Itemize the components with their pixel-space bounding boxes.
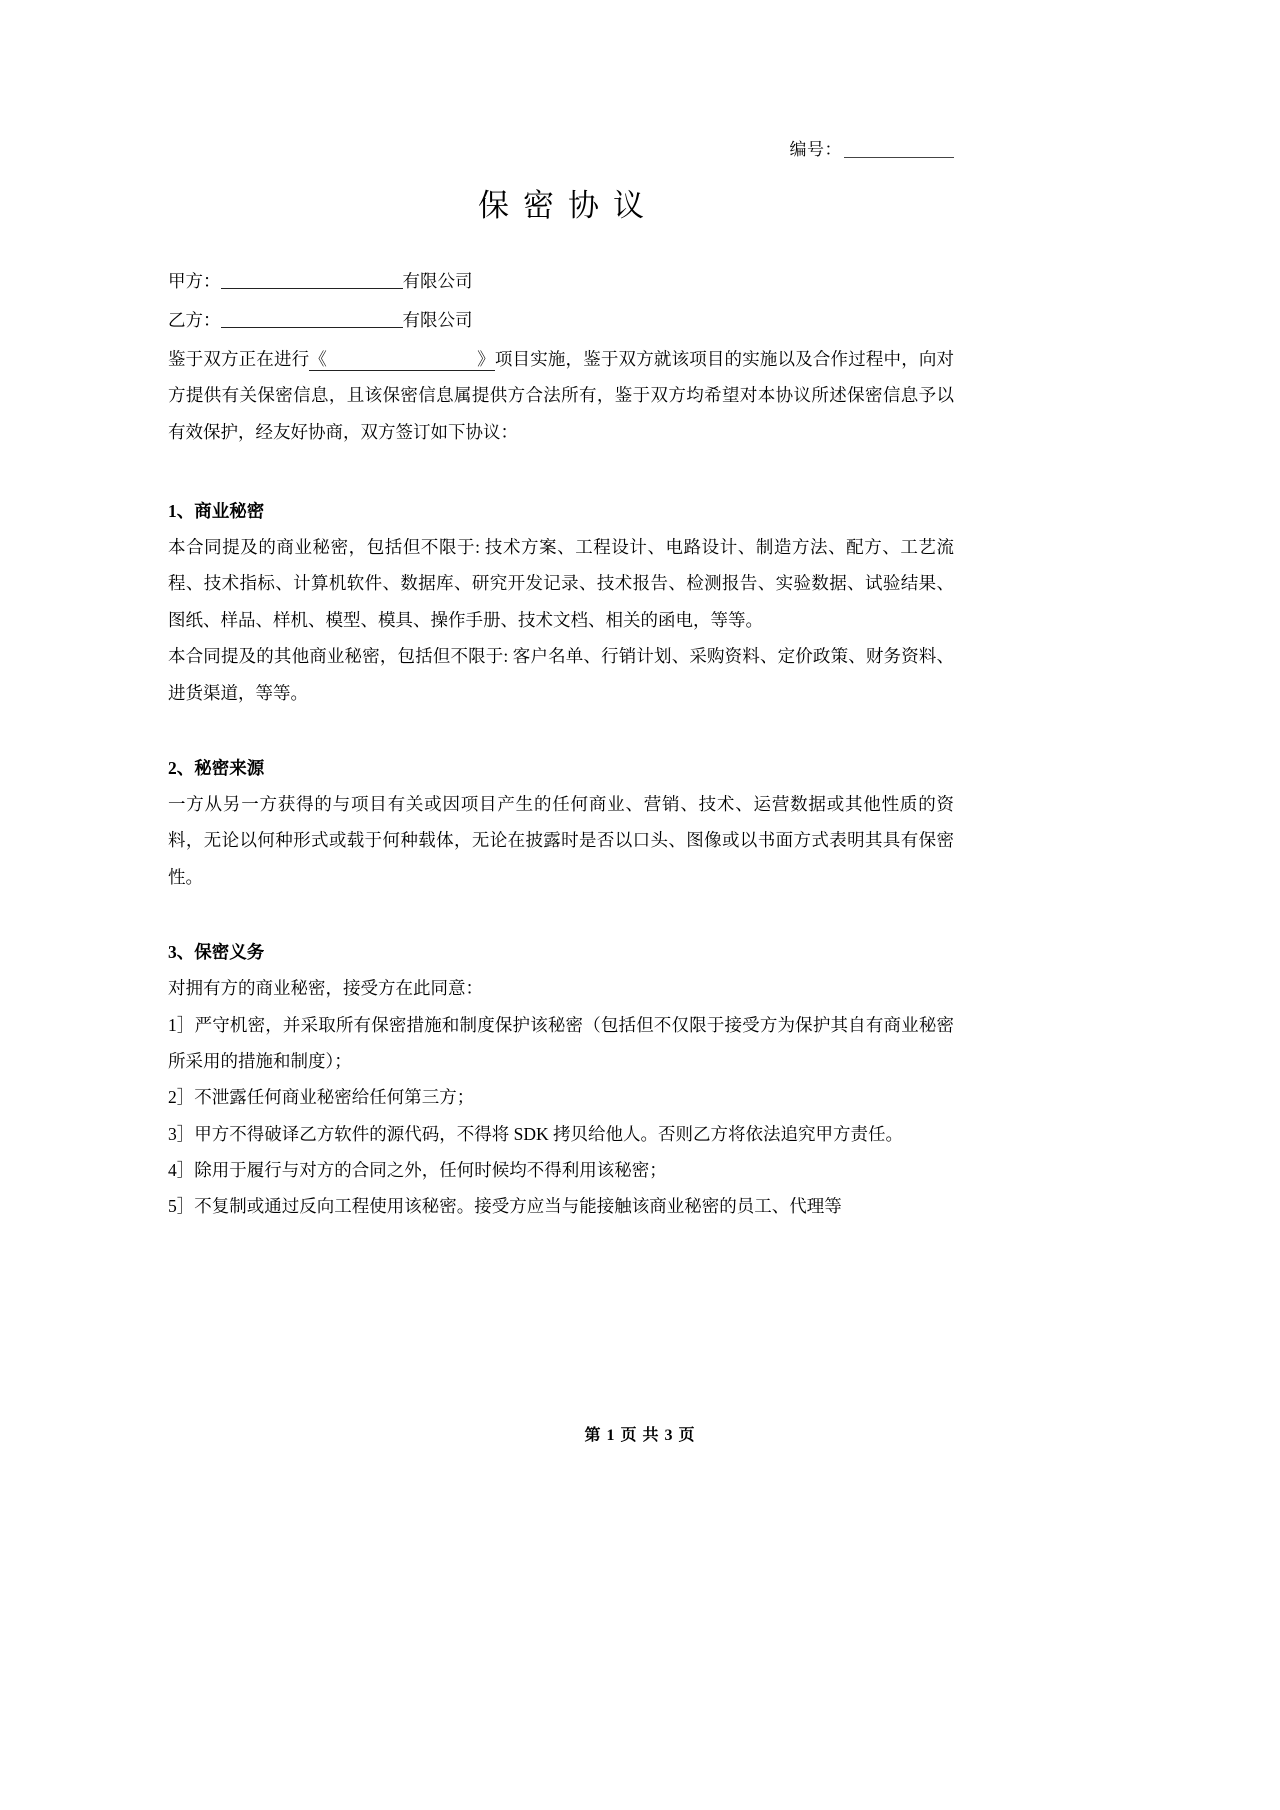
party-a-suffix: 有限公司: [402, 271, 473, 292]
page-title: 保密协议: [478, 187, 658, 223]
project-close-bracket: 》: [477, 348, 495, 369]
section-2-paragraph-1: 一方从另一方获得的与项目有关或因项目产生的任何商业、营销、技术、运营数据或其他性质的资料，无论以何种形式或载于何种载体，无论在披露时是否以口头、图像或以书面方式表明其具有保密性。: [168, 793, 954, 887]
party-a-label: 甲方：: [168, 271, 221, 292]
preamble-paragraph: [168, 341, 954, 450]
section-1-heading: 1、商业秘密: [168, 501, 265, 522]
party-b-label: 乙方：: [168, 310, 221, 331]
list-item: 2］不泄露任何商业秘密给任何第三方；: [168, 1087, 475, 1108]
project-open-bracket: 《: [309, 348, 328, 369]
doc-number-blank[interactable]: [844, 157, 954, 158]
doc-number-row: [168, 138, 954, 162]
party-a-input[interactable]: [221, 288, 403, 289]
party-b-input[interactable]: [221, 327, 403, 328]
section-3-paragraph-1: 对拥有方的商业秘密，接受方在此同意：: [168, 978, 483, 999]
section-2-heading: 2、秘密来源: [168, 757, 265, 778]
list-item: 4］除用于履行与对方的合同之外，任何时候均不得利用该秘密；: [168, 1160, 667, 1181]
page-footer: 第 1 页 共 3 页: [584, 1427, 696, 1444]
list-item: 3］甲方不得破译乙方软件的源代码，不得将 SDK 拷贝给他人。否则乙方将依法追究甲方责任。: [168, 1123, 904, 1144]
section-1-paragraph-2: 本合同提及的其他商业秘密，包括但不限于: 客户名单、行销计划、采购资料、定价政策、财务资料、进货渠道，等等。: [168, 646, 954, 703]
party-b-suffix: 有限公司: [402, 310, 473, 331]
party-b-line: [168, 301, 954, 340]
preamble-lead: 鉴于双方正在进行: [168, 348, 310, 369]
section-1-paragraph-1: 本合同提及的商业秘密，包括但不限于: 技术方案、工程设计、电路设计、制造方法、配方、工艺流程、技术指标、计算机软件、数据库、研究开发记录、技术报告、检测报告、实验数据、试验结果、图纸、样品、样机、模型、模具、操作手册、技术文档、相关的函电，等等。: [168, 537, 954, 630]
list-item: 5］不复制或通过反向工程使用该秘密。接受方应当与能接触该商业秘密的员工、代理等: [168, 1196, 842, 1217]
document-body: [168, 0, 954, 1225]
party-a-line: [168, 262, 954, 301]
preamble-body: 项目实施，鉴于双方就该项目的实施以及合作过程中，向对方提供有关保密信息，且该保密信息属提供方合法所有，鉴于双方均希望对本协议所述保密信息予以有效保护，经友好协商，双方签订如下协议：: [168, 348, 955, 442]
section-3-heading: 3、保密义务: [168, 942, 265, 963]
doc-number-label: 编号：: [789, 140, 842, 159]
project-name-field[interactable]: [309, 349, 495, 371]
list-item: 1］严守机密，并采取所有保密措施和制度保护该秘密（包括但不仅限于接受方为保护其自有商业秘密所采用的措施和制度）；: [168, 1014, 954, 1071]
